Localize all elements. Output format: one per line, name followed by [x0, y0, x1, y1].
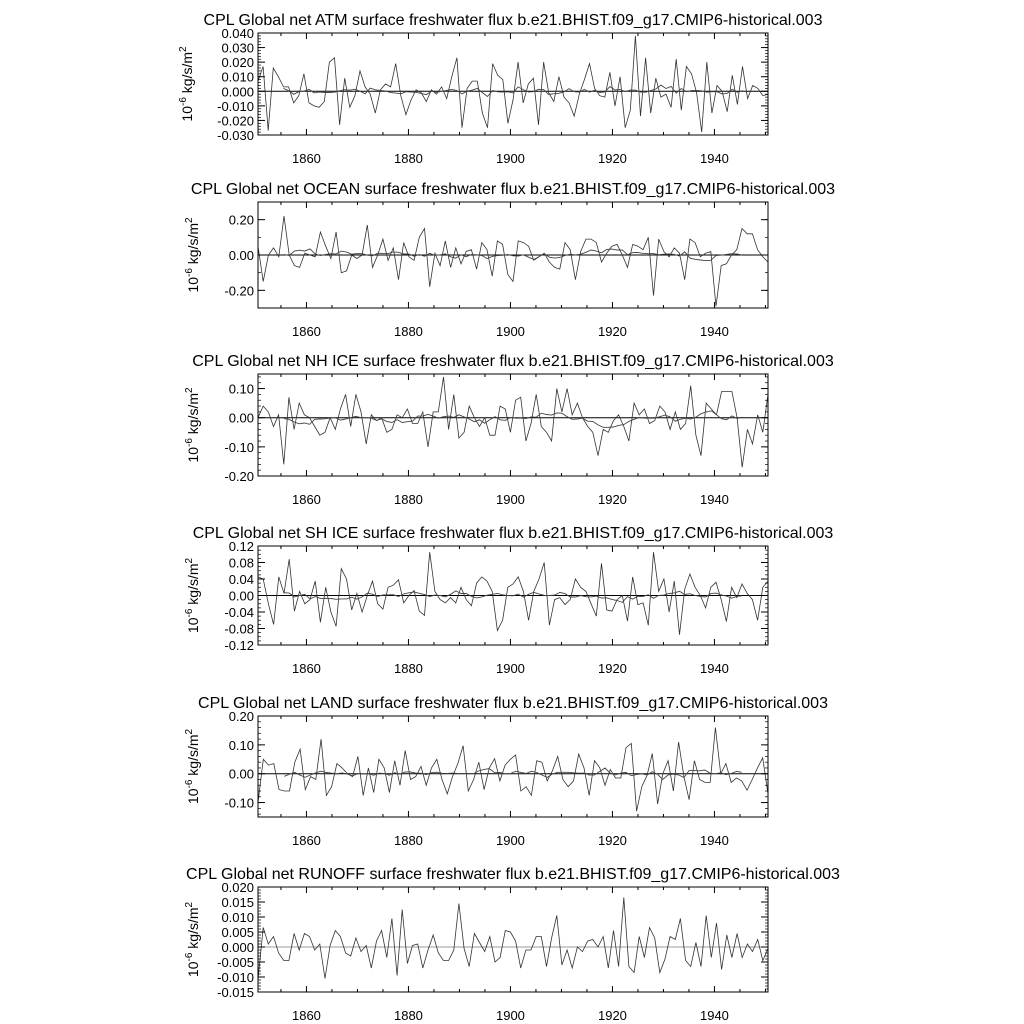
- y-axis-label-unit: kg/s/m: [179, 51, 195, 98]
- y-tick-label: -0.08: [224, 621, 254, 637]
- y-tick-label: -0.10: [224, 795, 254, 811]
- x-tick-label: 1880: [393, 661, 423, 676]
- y-tick-label: 0.00: [228, 766, 254, 782]
- y-tick-label: 0.000: [221, 940, 254, 955]
- y-tick-label: 0.010: [221, 910, 254, 925]
- x-tick-label: 1880: [393, 833, 423, 848]
- y-axis-label-unit: kg/s/m: [185, 907, 201, 953]
- x-tick-label: 1880: [393, 492, 423, 507]
- series-line-annual: [258, 377, 768, 467]
- x-tick-label: 1920: [597, 661, 627, 676]
- y-axis-label: [178, 46, 195, 122]
- x-tick-label: 1860: [291, 151, 321, 166]
- y-axis-label-exponent: -6: [184, 268, 195, 278]
- y-tick-label: 0.20: [228, 212, 254, 228]
- y-tick-label: -0.20: [224, 469, 254, 484]
- y-axis-label-base: 10: [185, 788, 201, 805]
- x-tick-label: 1900: [495, 1008, 525, 1023]
- y-axis-label-exponent: -6: [184, 438, 195, 448]
- y-tick-label: 0.12: [228, 539, 254, 554]
- panel-2: [184, 353, 834, 507]
- y-tick-label: -0.010: [217, 98, 254, 114]
- y-axis-label-exponent: -6: [184, 952, 195, 962]
- x-tick-label: 1900: [495, 492, 525, 507]
- y-axis-label-unit-exponent: 2: [184, 901, 195, 908]
- y-tick-label: 0.10: [228, 381, 254, 397]
- y-tick-label: -0.010: [217, 970, 254, 985]
- x-tick-label: 1880: [393, 1008, 423, 1023]
- plot-frame: [258, 887, 768, 992]
- x-tick-label: 1940: [699, 151, 729, 166]
- y-tick-label: 0.00: [228, 588, 254, 604]
- chart-title: CPL Global net ATM surface freshwater flux b.e21.BHIST.f09_g17.CMIP6-historical.003: [203, 12, 823, 29]
- y-tick-label: -0.10: [224, 439, 254, 455]
- y-axis-label-unit: kg/s/m: [185, 222, 201, 269]
- series-line-annual: [258, 36, 768, 132]
- panel-0: [178, 12, 823, 166]
- x-tick-label: 1900: [495, 151, 525, 166]
- y-axis-label-unit-exponent: 2: [184, 728, 195, 735]
- y-axis-label-unit-exponent: 2: [184, 557, 195, 564]
- y-tick-label: -0.20: [224, 283, 254, 299]
- chart-title: CPL Global net RUNOFF surface freshwater flux b.e21.BHIST.f09_g17.CMIP6-historical.003: [186, 866, 840, 883]
- panel-5: [184, 866, 840, 1023]
- x-tick-label: 1920: [597, 833, 627, 848]
- y-tick-label: 0.00: [228, 248, 254, 263]
- x-tick-label: 1860: [291, 492, 321, 507]
- x-tick-label: 1920: [597, 324, 627, 339]
- x-tick-label: 1860: [291, 1008, 321, 1023]
- y-axis-label-unit-exponent: 2: [184, 387, 195, 393]
- y-tick-label: -0.005: [217, 955, 254, 970]
- chart-title: CPL Global net SH ICE surface freshwater flux b.e21.BHIST.f09_g17.CMIP6-historical.003: [192, 525, 834, 542]
- x-tick-label: 1920: [597, 1008, 627, 1023]
- y-axis-label-unit: kg/s/m: [185, 392, 201, 439]
- y-axis-label-base: 10: [185, 277, 201, 293]
- y-tick-label: 0.08: [228, 555, 254, 571]
- y-axis-label-exponent: -6: [184, 779, 195, 789]
- y-tick-label: 0.00: [228, 410, 254, 426]
- y-axis-label-unit: kg/s/m: [185, 734, 201, 780]
- x-tick-label: 1940: [699, 833, 729, 848]
- y-tick-label: 0.040: [221, 26, 254, 41]
- y-tick-label: 0.005: [221, 925, 254, 940]
- chart-title: CPL Global net LAND surface freshwater flux b.e21.BHIST.f09_g17.CMIP6-historical.003: [198, 695, 828, 712]
- plot-frame: [258, 374, 768, 476]
- y-axis-label-exponent: -6: [184, 608, 195, 618]
- y-axis-label: [184, 387, 201, 463]
- y-tick-label: -0.020: [217, 113, 254, 129]
- panel-1: [184, 181, 835, 339]
- x-tick-label: 1940: [699, 661, 729, 676]
- series-line-annual: [258, 552, 768, 635]
- x-tick-label: 1900: [495, 661, 525, 676]
- x-tick-label: 1940: [699, 492, 729, 507]
- y-axis-label: [184, 728, 201, 804]
- y-axis-label: [184, 901, 201, 977]
- y-axis-label-base: 10: [185, 447, 201, 463]
- panel-3: [184, 525, 833, 676]
- y-tick-label: 0.20: [228, 709, 254, 724]
- y-tick-label: 0.020: [221, 880, 254, 895]
- x-tick-label: 1880: [393, 324, 423, 339]
- y-tick-label: 0.010: [221, 69, 254, 85]
- chart-title: CPL Global net OCEAN surface freshwater flux b.e21.BHIST.f09_g17.CMIP6-historical.003: [190, 181, 836, 198]
- y-tick-label: 0.10: [228, 737, 254, 753]
- series-line-annual: [258, 728, 768, 812]
- chart-title: CPL Global net NH ICE surface freshwater flux b.e21.BHIST.f09_g17.CMIP6-historical.003: [192, 353, 834, 370]
- x-tick-label: 1920: [597, 151, 627, 166]
- y-axis-label: [184, 217, 201, 293]
- panel-4: [184, 695, 828, 848]
- x-tick-label: 1900: [495, 324, 525, 339]
- x-tick-label: 1940: [699, 1008, 729, 1023]
- y-tick-label: 0.030: [221, 40, 254, 56]
- plot-frame: [258, 33, 768, 135]
- y-tick-label: -0.04: [224, 605, 254, 620]
- x-tick-label: 1940: [699, 324, 729, 339]
- x-tick-label: 1860: [291, 324, 321, 339]
- y-axis-label-base: 10: [185, 961, 201, 978]
- y-axis-label-exponent: -6: [178, 97, 189, 107]
- y-axis-label-base: 10: [185, 617, 201, 634]
- series-line-annual: [258, 216, 768, 306]
- series-line-annual: [258, 898, 768, 981]
- y-tick-label: 0.04: [228, 572, 254, 587]
- y-axis-label: [184, 557, 201, 633]
- x-tick-label: 1880: [393, 151, 423, 166]
- y-tick-label: 0.020: [221, 55, 254, 71]
- x-tick-label: 1860: [291, 661, 321, 676]
- y-tick-label: 0.000: [221, 84, 254, 100]
- x-tick-label: 1860: [291, 833, 321, 848]
- y-axis-label-base: 10: [179, 106, 195, 122]
- y-tick-label: -0.030: [217, 128, 254, 143]
- y-axis-label-unit-exponent: 2: [178, 46, 189, 52]
- y-tick-label: -0.12: [224, 638, 254, 653]
- y-tick-label: -0.015: [217, 985, 254, 1000]
- x-tick-label: 1900: [495, 833, 525, 848]
- y-axis-label-unit: kg/s/m: [185, 563, 201, 609]
- x-tick-label: 1920: [597, 492, 627, 507]
- plot-frame: [258, 716, 768, 817]
- series-line-running-mean: [284, 591, 742, 603]
- y-axis-label-unit-exponent: 2: [184, 217, 195, 223]
- y-tick-label: 0.015: [221, 895, 254, 910]
